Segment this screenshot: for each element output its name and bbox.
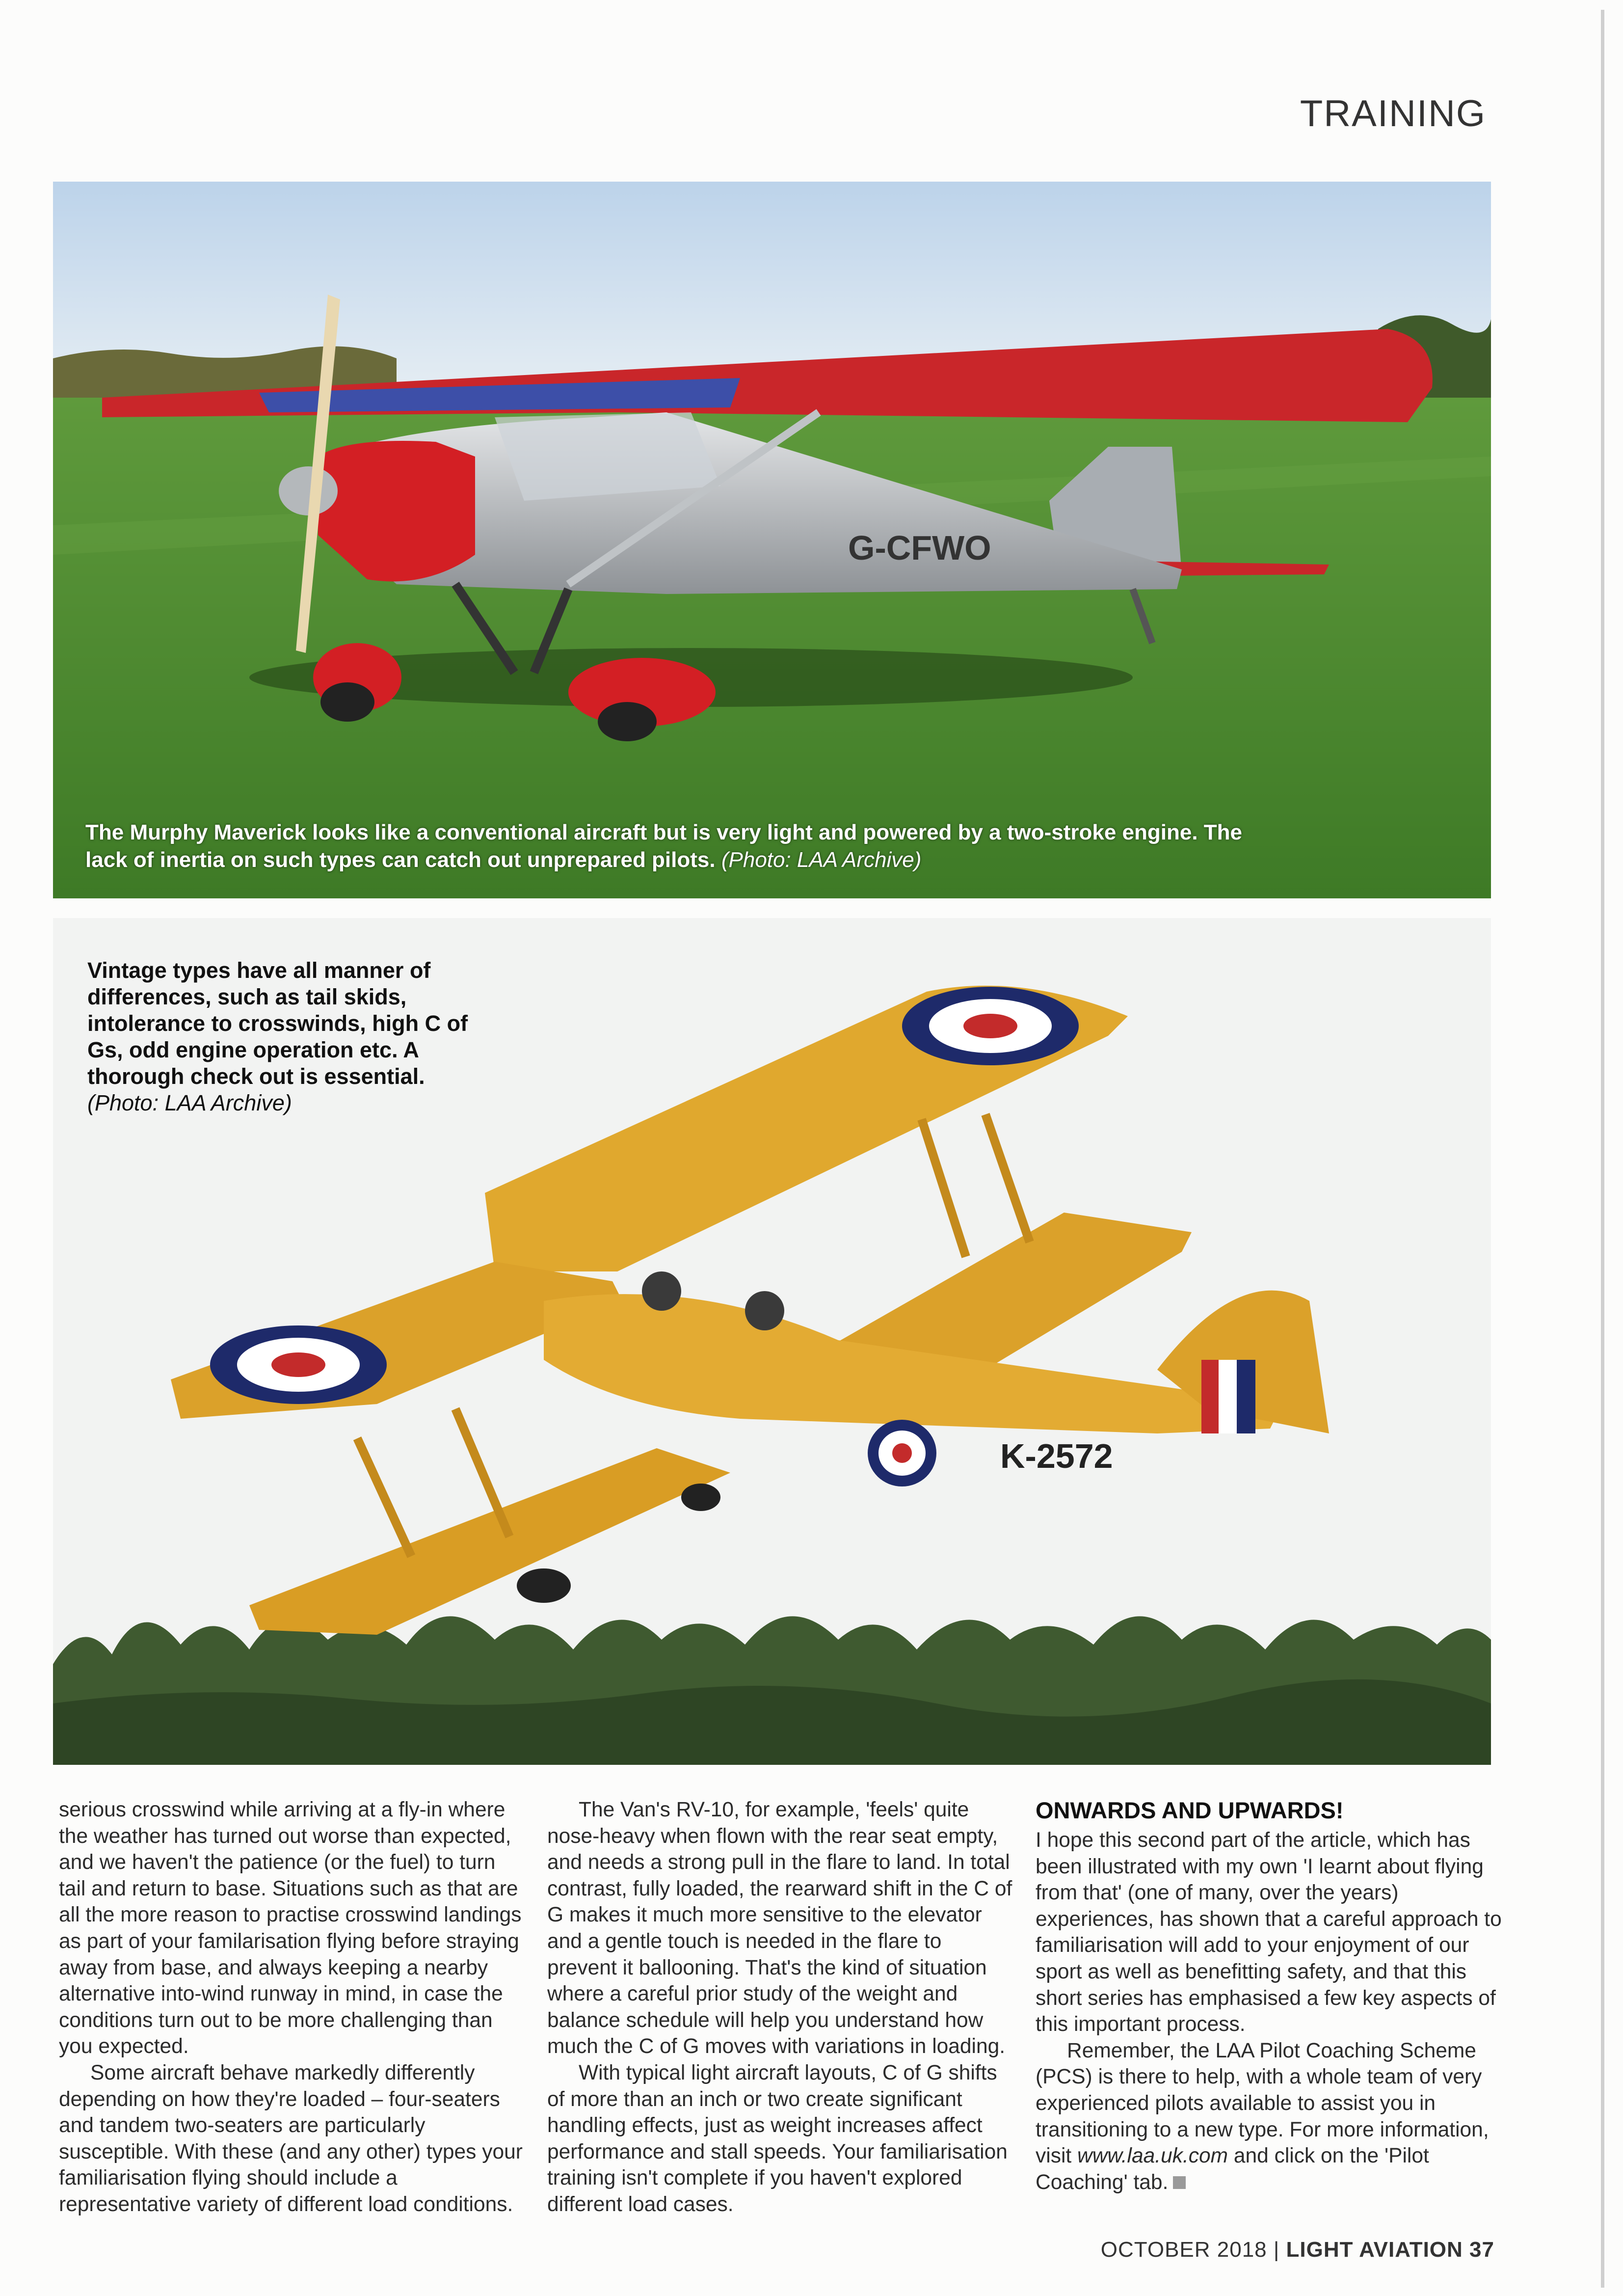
article-column-2 [547, 1797, 1013, 2218]
article-column-3 [1036, 1797, 1502, 2195]
section-title: TRAINING [1300, 93, 1486, 135]
photo1-credit: (Photo: LAA Archive) [721, 848, 922, 872]
page-footer [1101, 2238, 1494, 2262]
col1-paragraph-1: serious crosswind while arriving at a fly-in where the weather has turned out worse than expected, and we haven't the patience (or the fuel) to turn tail and return to base. Situations such as that are all the more reason to practise crosswind landings as part of your familarisation flying before straying away from base, and always keeping a nearby alternative into-wind runway in mind, in case the conditions turn out to be more challenging than you expected. [59, 1798, 522, 2058]
photo2-credit: (Photo: LAA Archive) [87, 1090, 292, 1115]
aircraft-registration-1: G-CFWO [848, 529, 991, 567]
footer-page-number: 37 [1469, 2238, 1494, 2262]
article-column-1 [59, 1797, 525, 2218]
col3-paragraph-2-end: and click on the 'Pilot Coaching' tab. [1036, 2144, 1429, 2194]
subheading-onwards: ONWARDS AND UPWARDS! [1036, 1797, 1344, 1823]
photo-vintage-biplane [53, 918, 1491, 1765]
footer-magazine: LIGHT AVIATION [1286, 2238, 1463, 2262]
photo-murphy-maverick [53, 182, 1491, 898]
end-of-article-icon [1173, 2176, 1186, 2189]
col3-paragraph-2-text: Remember, the LAA Pilot Coaching Scheme (PCS) is there to help, with a whole team of very experienced pilots available to assist you in transitioning to a new type. For more information, visit [1036, 2039, 1489, 2168]
col2-paragraph-2: With typical light aircraft layouts, C of G shifts of more than an inch or two create significant handling effects, just as weight increases affect performance and stall speeds. Your familiarisation training isn't complete if you haven't explored different load cases. [547, 2061, 1008, 2216]
col3-paragraph-1: I hope this second part of the article, which has been illustrated with my own 'I learnt about flying from that' (one of many, over the years) experiences, has shown that a careful approach to familiarisation will add to your enjoyment of our sport as well as benefitting safety, and that this short series has emphasised a few key aspects of this important process. [1036, 1829, 1502, 2036]
page-edge-rule [1601, 10, 1604, 2288]
aircraft-registration-2: K-2572 [1000, 1437, 1113, 1475]
photo1-caption-text: The Murphy Maverick looks like a conventional aircraft but is very light and powered by a two-stroke engine. The lack of inertia on such types can catch out unprepared pilots. [85, 820, 1243, 872]
footer-issue: OCTOBER 2018 | [1100, 2238, 1280, 2262]
photo2-caption-text: Vintage types have all manner of differences, such as tail skids, intolerance to crosswinds, high C of Gs, odd engine operation etc. A thorough check out is essential. [87, 958, 468, 1089]
col2-paragraph-1: The Van's RV-10, for example, 'feels' quite nose-heavy when flown with the rear seat empty, and needs a strong pull in the flare to land. In total contrast, fully loaded, the rearward shift in the C of G makes it much more sensitive to the elevator and a gentle touch is needed in the flare to prevent it ballooning. That's the kind of situation where a careful prior study of the weight and balance schedule will help you understand how much the C of G moves with variations in loading. [547, 1798, 1012, 2058]
photo1-caption [85, 819, 1244, 874]
col3-paragraph-2 [1036, 2038, 1502, 2196]
photo2-caption [87, 957, 470, 1116]
laa-website-link[interactable]: www.laa.uk.com [1077, 2144, 1228, 2168]
col1-paragraph-2: Some aircraft behave markedly differently depending on how they're loaded – four-seaters and tandem two-seaters are particularly susceptible. With these (and any other) types your familiarisation flying should include a representative variety of different load conditions. [59, 2061, 523, 2216]
